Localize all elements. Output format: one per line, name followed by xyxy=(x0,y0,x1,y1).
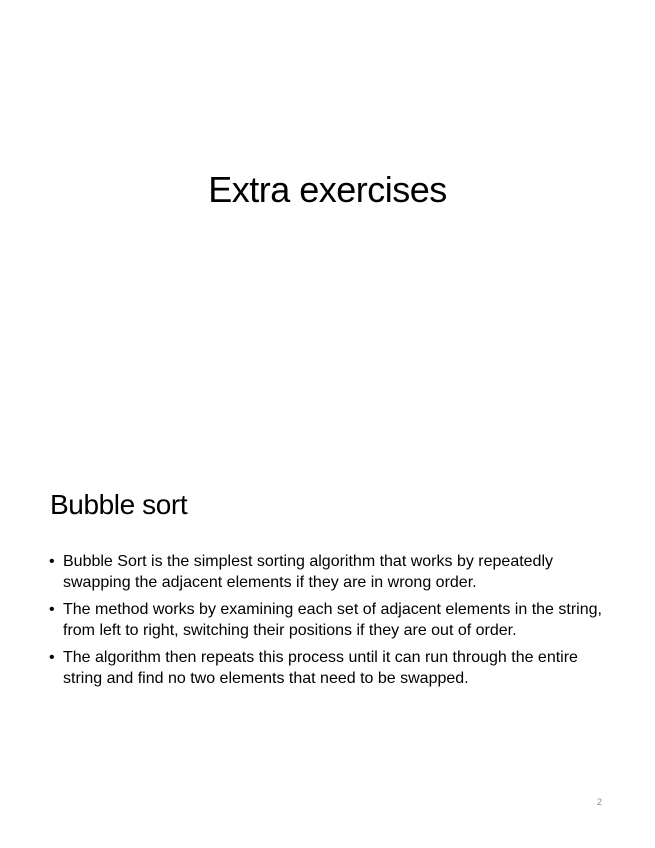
bullet-icon: • xyxy=(49,553,55,570)
section-heading: Bubble sort xyxy=(50,489,188,520)
bullet-icon: • xyxy=(49,601,55,618)
bullet-icon: • xyxy=(49,649,55,666)
list-item xyxy=(49,551,614,593)
list-item xyxy=(49,599,614,641)
list-item xyxy=(49,647,614,689)
bullet-list xyxy=(49,551,614,695)
slide-title: Extra exercises xyxy=(208,169,447,210)
bullet-text: The method works by examining each set of adjacent elements in the string, from left to right, switching their positions if they are out of order. xyxy=(63,601,602,639)
bullet-text: The algorithm then repeats this process until it can run through the entire string and find no two elements that need to be swapped. xyxy=(63,649,578,687)
page-number: 2 xyxy=(597,797,603,807)
bullet-text: Bubble Sort is the simplest sorting algorithm that works by repeatedly swapping the adjacent elements if they are in wrong order. xyxy=(63,553,554,591)
